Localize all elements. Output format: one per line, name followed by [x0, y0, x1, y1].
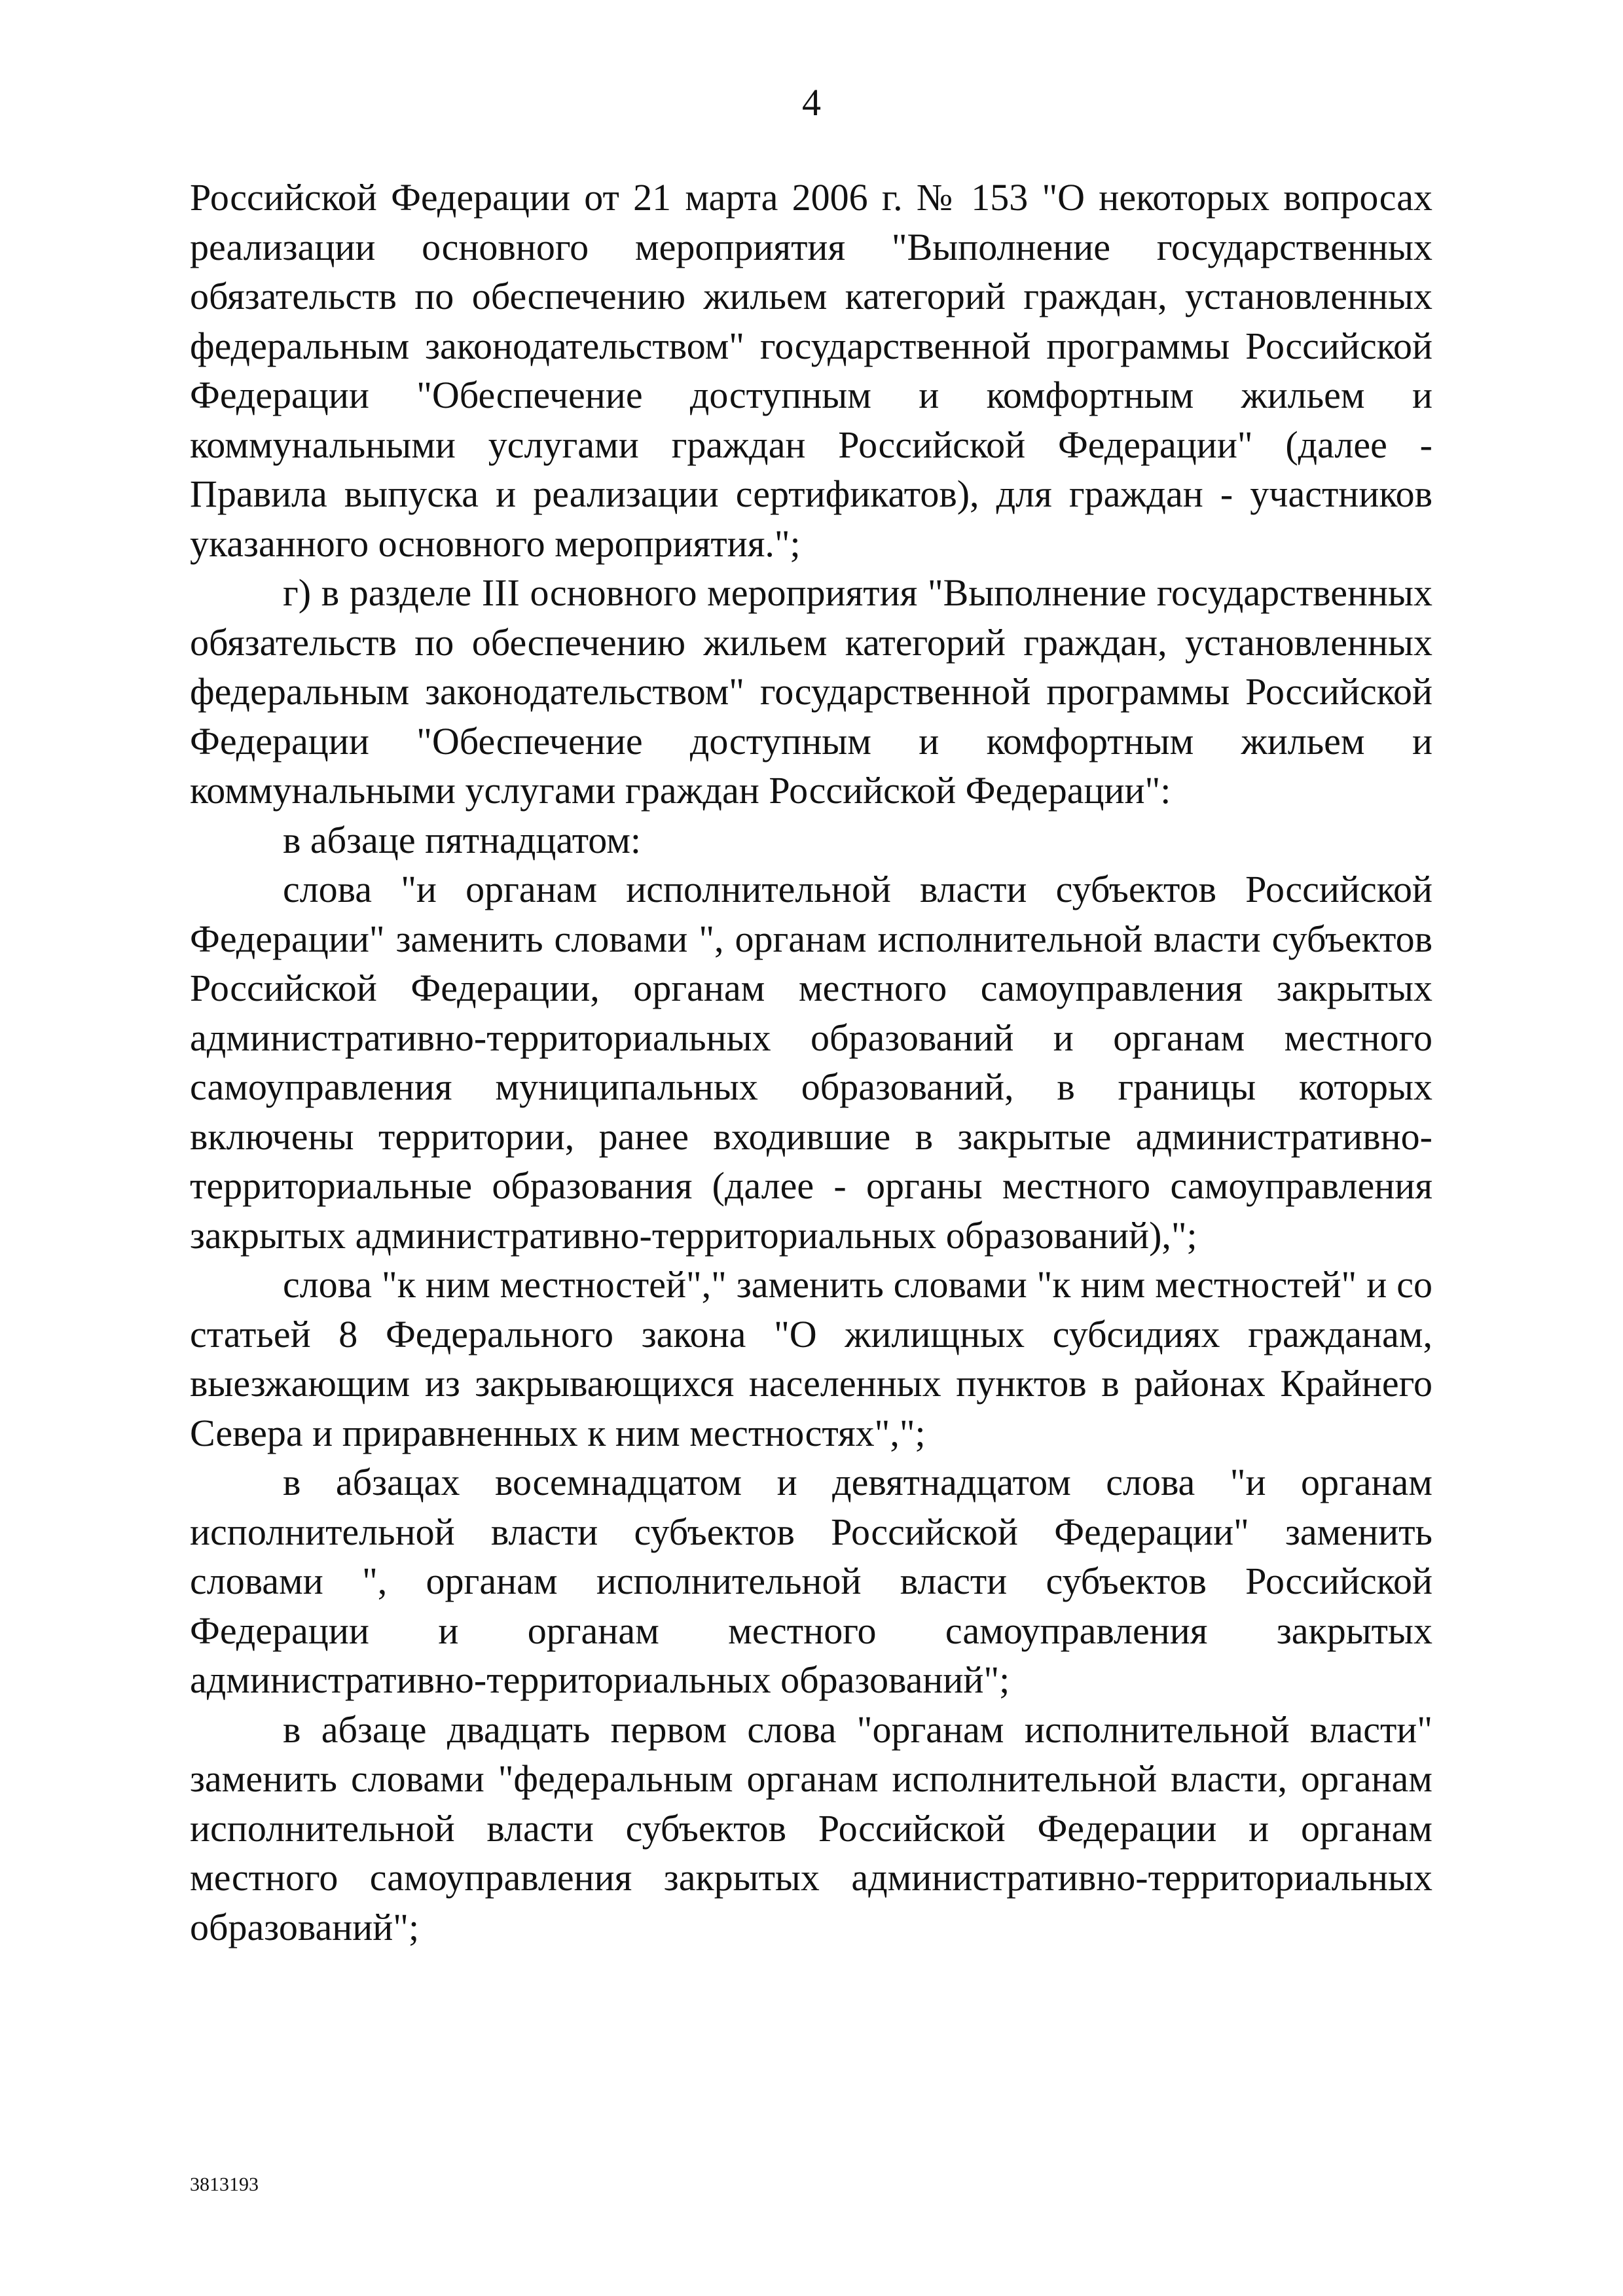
paragraph-replace-words-2: слова "к ним местностей"," заменить словами "к ним местностей" и со статьей 8 Федерального закона "О жилищных субсидиях гражданам, выезжающим из закрывающихся населенных пунктов в районах Крайнего Севера и приравненных к ним местностях",";: [190, 1263, 1432, 1454]
paragraph-abzac-18-19: в абзацах восемнадцатом и девятнадцатом слова "и органам исполнительной власти субъектов Российской Федерации" заменить словами ", органам исполнительной власти субъектов Российской Федерации и органам местного самоуправления закрытых административно-территориальных образований";: [190, 1461, 1432, 1701]
document-code: 3813193: [190, 2174, 259, 2195]
paragraph-replace-words-1: слова "и органам исполнительной власти субъектов Российской Федерации" заменить словами ", органам исполнительной власти субъектов Российской Федерации, органам местного самоуправления закрытых административно-территориальных образований и органам местного самоуправления муниципальных образований, в границы которых включены территории, ранее входившие в закрытые административно-территориальные образования (далее - органы местного самоуправления закрытых административно-территориальных образований),";: [190, 868, 1432, 1257]
paragraph-continuation: Российской Федерации от 21 марта 2006 г. № 153 "О некоторых вопросах реализации основного мероприятия "Выполнение государственных обязательств по обеспечению жильем категорий граждан, установленных федеральным законодательством" государственной программы Российской Федерации "Обеспечение доступным и комфортным жильем и коммунальными услугами граждан Российской Федерации" (далее - Правила выпуска и реализации сертификатов), для граждан - участников указанного основного мероприятия.";: [190, 176, 1432, 565]
document-body: [190, 173, 1432, 1952]
paragraph-item-g: г) в разделе III основного мероприятия "Выполнение государственных обязательств по обеспечению жильем категорий граждан, установленных федеральным законодательством" государственной программы Российской Федерации "Обеспечение доступным и комфортным жильем и коммунальными услугами граждан Российской Федерации":: [190, 571, 1432, 812]
page-number: 4: [802, 81, 821, 124]
paragraph-abzac-15: в абзаце пятнадцатом:: [283, 818, 642, 861]
paragraph-abzac-21: в абзаце двадцать первом слова "органам исполнительной власти" заменить словами "федеральным органам исполнительной власти, органам исполнительной власти субъектов Российской Федерации и органам местного самоуправления закрытых административно-территориальных образований";: [190, 1708, 1432, 1948]
